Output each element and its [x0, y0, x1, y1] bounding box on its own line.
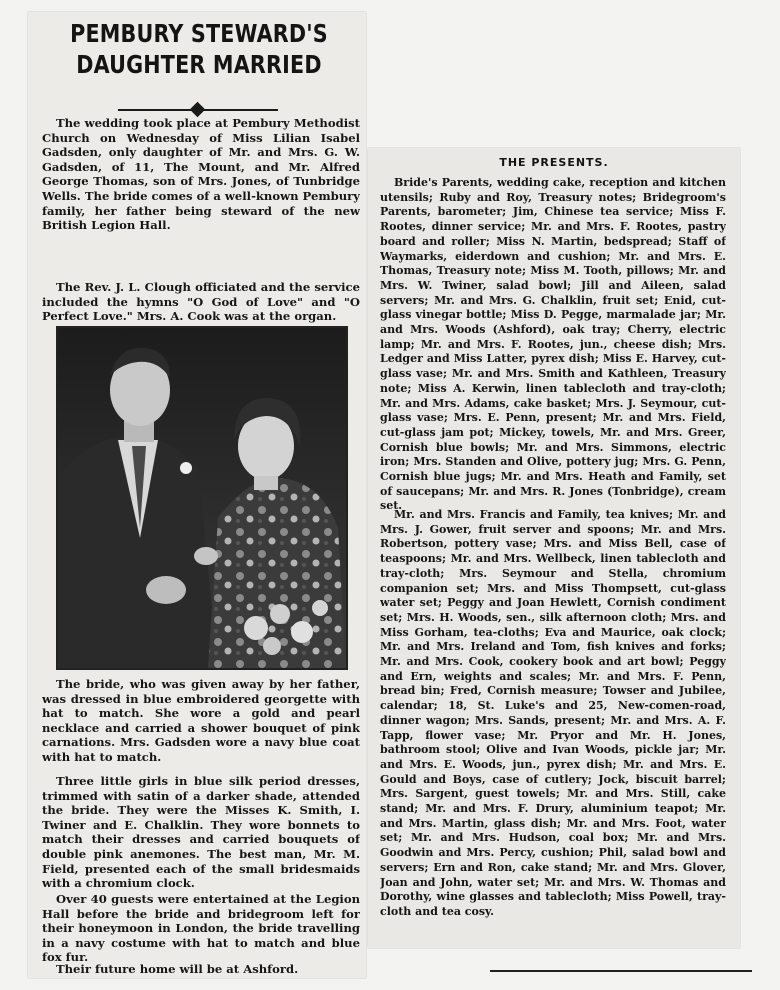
article-clergy-paragraph: The Rev. J. L. Clough officiated and the service included the hymns "O God of Love" and "O Perfect Love." Mrs. A. Cook was at the organ.	[42, 280, 360, 324]
presents-list-paragraph-2: Mr. and Mrs. Francis and Family, tea knives; Mr. and Mrs. J. Gower, fruit server and spoons; Mr. and Mrs. Robertson, pottery vase; Mrs. and Miss Bell, case of teaspoons; Mr. and Mrs. Wellbeck, linen tablecloth and tray-cloth; Mrs. Seymour and Stella, chromium companion set; Mrs. and Miss Thompsett, cut-glass water set; Peggy and Joan Hewlett, Cornish condiment set; Mrs. H. Woods, sen., silk afternoon cloth; Mrs. and Miss Gorham, tea-cloths; Eva and Maurice, oak clock; Mr. and Mrs. Ireland and Tom, fish knives and forks; Mr. and Mrs. Cook, cookery book and art bowl; Peggy and Ern, weights and scales; Mr. and Mrs. F. Penn, bread bin; Fred, Cornish measure; Towser and Jubilee, calendar; 18, St. Luke's and 25, New-comen-road, dinner wagon; Mrs. Sands, present; Mr. and Mrs. A. F. Tapp, flower vase; Mr. Pryor and Mr. H. Jones, bathroom stool; Olive and Ivan Woods, pickle jar; Mr. and Mrs. E. Woods, jun., pyrex dish; Mr. and Mrs. E. Gould and Boys, case of cutlery; Jock, biscuit barrel; Mrs. Sargent, guest towels; Mr. and Mrs. Still, cake stand; Mr. and Mrs. F. Drury, aluminium teapot; Mr. and Mrs. Martin, glass dish; Mr. and Mrs. Foot, water set; Mr. and Mrs. Hudson, coal box; Mr. and Mrs. Goodwin and Mrs. Percy, cushion; Phil, salad bowl and servers; Ern and Ron, cake stand; Mr. and Mrs. Glover, Joan and John, water set; Mr. and Mrs. W. Thomas and Dorothy, wine glasses and tablecloth; Miss Powell, tray-cloth and tea cosy.	[380, 508, 726, 918]
bottom-rule	[490, 970, 752, 972]
article-guests-paragraph: Over 40 guests were entertained at the Legion Hall before the bride and bridegroom left for their honeymoon in London, the bride travelling in a navy costume with hat to match and blue fox fur.	[42, 892, 360, 965]
wedding-photo	[56, 326, 348, 670]
article-intro-paragraph: The wedding took place at Pembury Methodist Church on Wednesday of Miss Lilian Isabel Gadsden, only daughter of Mr. and Mrs. G. W. Gadsden, of 11, The Mount, and Mr. Alfred George Thomas, son of Mrs. Jones, of Tunbridge Wells. The bride comes of a well-known Pembury family, her father being steward of the new British Legion Hall.	[42, 116, 360, 233]
article-bride-paragraph: The bride, who was given away by her father, was dressed in blue embroidered georgette with hat to match. She wore a gold and pearl necklace and carried a shower bouquet of pink carnations. Mrs. Gadsden wore a navy blue coat with hat to match.	[42, 677, 360, 764]
article-home-paragraph: Their future home will be at Ashford.	[56, 962, 299, 976]
headline-ornament	[118, 104, 278, 116]
presents-clipping	[368, 148, 740, 948]
presents-heading: THE PRESENTS.	[499, 156, 609, 169]
article-headline: PEMBURY STEWARD'S DAUGHTER MARRIED	[70, 19, 328, 79]
article-bridesmaids-paragraph: Three little girls in blue silk period dresses, trimmed with satin of a darker shade, attended the bride. They were the Misses K. Smith, I. Twiner and E. Chalklin. They wore bonnets to match their dresses and carried bouquets of double pink anemones. The best man, Mr. M. Field, presented each of the small bridesmaids with a chromium clock.	[42, 774, 360, 891]
article-clipping	[28, 12, 366, 978]
presents-list-paragraph-1: Bride's Parents, wedding cake, reception and kitchen utensils; Ruby and Roy, Treasury notes; Bridegroom's Parents, barometer; Jim, Chinese tea service; Miss F. Rootes, dinner service; Mr. and Mrs. F. Rootes, pastry board and roller; Miss N. Martin, bedspread; Staff of Waymarks, eiderdown and cushion; Mr. and Mrs. E. Thomas, Treasury note; Miss M. Tooth, pillows; Mr. and Mrs. W. Twiner, salad bowl; Jill and Aileen, salad servers; Mr. and Mrs. G. Chalklin, fruit set; Enid, cut-glass vinegar bottle; Miss D. Pegge, marmalade jar; Mr. and Mrs. Woods (Ashford), oak tray; Cherry, electric lamp; Mr. and Mrs. F. Rootes, jun., cheese dish; Mrs. Ledger and Miss Latter, pyrex dish; Miss E. Harvey, cut-glass vase; Mr. and Mrs. Smith and Kathleen, Treasury note; Miss A. Kerwin, linen tablecloth and tray-cloth; Mr. and Mrs. Adams, cake basket; Mrs. J. Seymour, cut-glass vase; Mrs. E. Penn, present; Mr. and Mrs. Field, cut-glass jam pot; Mickey, towels, Mr. and Mrs. Greer, Cornish blue bowls; Mr. and Mrs. Simmons, electric iron; Mrs. Standen and Olive, pottery jug; Mrs. G. Penn, Cornish blue jugs; Mr. and Mrs. Heath and Family, set of saucepans; Mr. and Mrs. R. Jones (Tonbridge), cream set.	[380, 176, 726, 513]
